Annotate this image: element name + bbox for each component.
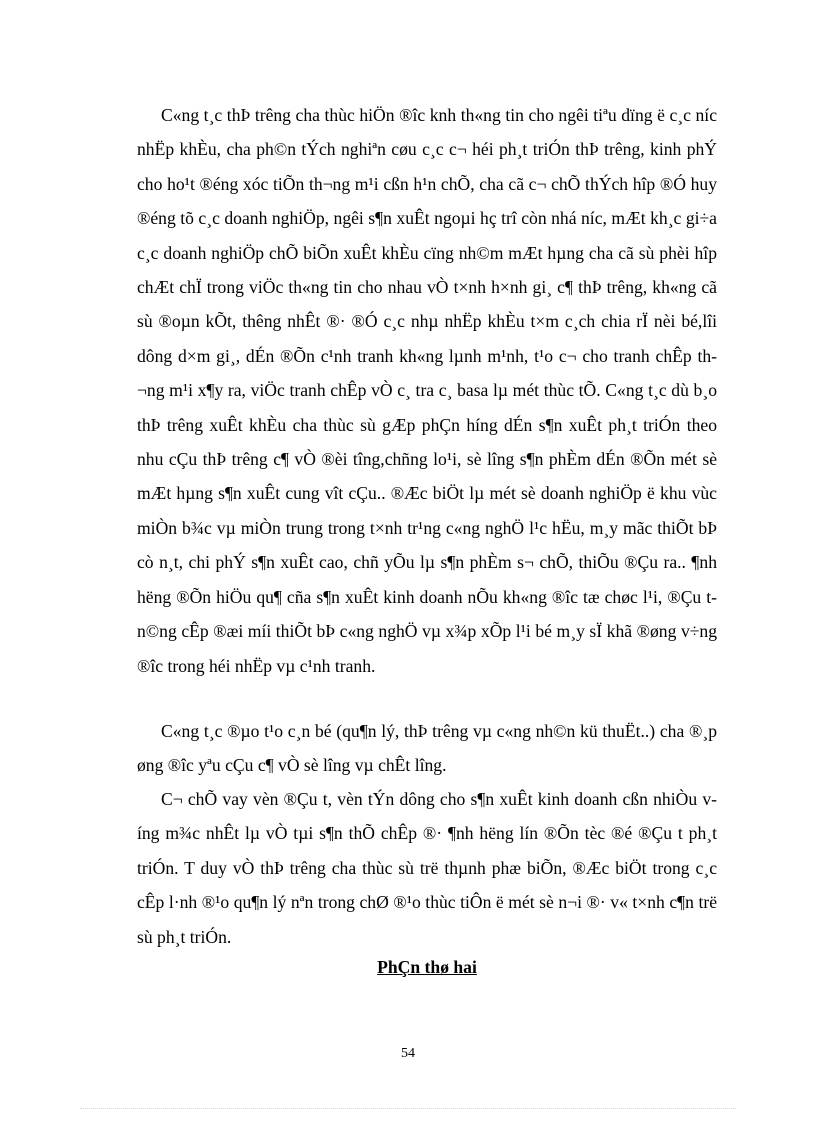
page-number: 54 <box>401 1046 415 1061</box>
section-heading: PhÇn thø hai <box>377 957 477 977</box>
paragraph-staff-training: C«ng t¸c ®µo t¹o c¸n bé (qu¶n lý, thÞ trêng vµ c«ng nh©n kü thuËt..) cha ®¸p øng ®îc yªu cÇu c¶ vÒ sè lîng vµ chÊt lîng. <box>137 721 717 776</box>
paragraph-investment-credit: C¬ chÕ vay vèn ®Çu t, vèn tÝn dông cho s¶n xuÊt kinh doanh cßn nhiÒu víng m¾c nhÊt lµ vÒ tµi s¶n thÕ chÊp ®· ¶nh hëng lín ®Õn tèc ®é ®Çu t ph¸t triÓn. T duy vÒ thÞ trêng cha thùc sù trë thµnh phæ biÕn, ®Æc biÖt trong c¸c cÊp l·nh ®¹o qu¶n lý nªn trong chØ ®¹o thùc tiÔn ë mét sè n¬i ®· v« t×nh c¶n trë sù ph¸t triÓn. <box>137 789 717 947</box>
paragraph-market-issues: C«ng t¸c thÞ trêng cha thùc hiÖn ®îc knh th«ng tin cho ngêi tiªu dïng ë c¸c níc nhËp khÈu, cha ph©n tÝch nghiªn cøu c¸c c¬ héi ph¸t triÓn thÞ trêng, kinh phÝ cho ho¹t ®éng xóc tiÕn th¬ng m¹i cßn h¹n chÕ, cha cã c¬ chÕ thÝch hîp ®Ó huy ®éng tõ c¸c doanh nghiÖp, ngêi s¶n xuÊt ngoµi hç trî còn nhá níc, mÆt kh¸c gi÷a c¸c doanh nghiÖp chÕ biÕn xuÊt khÈu cïng nh©m mÆt hµng cha cã sù phèi hîp chÆt chÏ trong viÖc th«ng tin cho nhau vÒ t×nh h×nh gi¸ c¶ thÞ trêng, kh«ng cã sù ®oµn kÕt, thêng nhÊt ®· ®Ó c¸c nhµ nhËp khÈu t×m c¸ch chia rÏ nèi bé,lîi dông d×m gi¸, dÉn ®Õn c¹nh tranh kh«ng lµnh m¹nh, t¹o c¬ cho tranh chÊp th¬ng m¹i x¶y ra, viÖc tranh chÊp vÒ c¸ tra c¸ basa lµ mét thùc tÕ. C«ng t¸c dù b¸o thÞ trêng xuÊt khÈu cha thùc sù gÆp phÇn híng dÉn s¶n xuÊt ph¸t triÓn theo nhu cÇu thÞ trêng c¶ vÒ ®èi tîng,chñng lo¹i, sè lîng s¶n phÈm dÉn ®Õn mét sè mÆt hµng s¶n xuÊt cung vît cÇu.. ®Æc biÖt lµ mét sè doanh nghiÖp ë khu vùc miÒn b¾c vµ miÒn trung trong t×nh tr¹ng c«ng nghÖ l¹c hËu, m¸y mãc thiÕt bÞ cò n¸t, chi phÝ s¶n xuÊt cao, chñ yÕu lµ s¶n phÈm s¬ chÕ, thiÕu ®Çu ra.. ¶nh hëng ®Õn hiÖu qu¶ cña s¶n xuÊt kinh doanh nÕu kh«ng ®îc tæ chøc l¹i, ®Çu t n©ng cÊp ®æi míi thiÕt bÞ c«ng nghÖ vµ x¾p xÕp l¹i bé m¸y sÏ khã ®øng v÷ng ®îc trong héi nhËp vµ c¹nh tranh. <box>137 105 717 676</box>
bottom-divider <box>80 1108 736 1109</box>
